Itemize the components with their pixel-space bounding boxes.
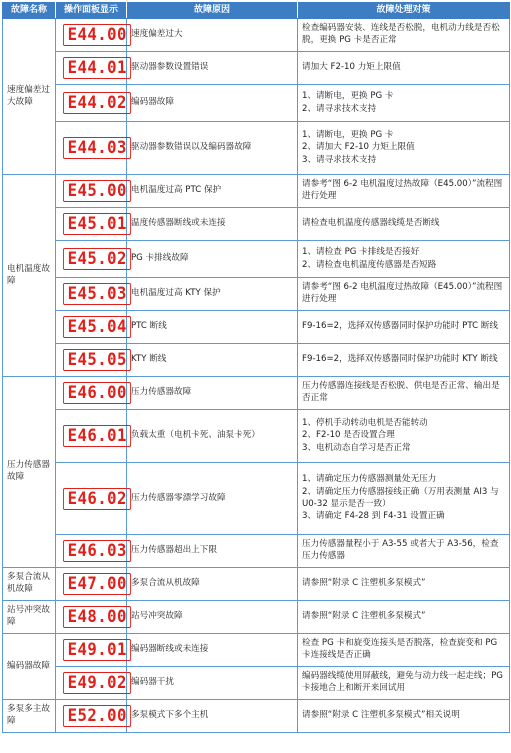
fault-cause: 编码器故障: [127, 85, 298, 122]
panel-display: [56, 700, 127, 733]
table-row: [3, 241, 510, 278]
fault-code: E45.05: [63, 349, 131, 371]
header-panel-display: 操作面板显示: [56, 3, 127, 19]
panel-display: [56, 311, 127, 344]
panel-display: [56, 175, 127, 208]
table-row: [3, 463, 510, 535]
table-row: [3, 278, 510, 311]
action-step: 2、请确定压力传感器接线正确（万用表测量 AI3 与 U0-32 显示是否一致）: [302, 486, 499, 509]
action-step: 2、请寻求技术支持: [302, 103, 377, 114]
fault-code: E47.00: [63, 573, 131, 595]
fault-group-name: 电机温度故障: [3, 175, 56, 377]
panel-display: [56, 535, 127, 568]
fault-code: E52.00: [63, 705, 131, 727]
fault-group-name: 站号冲突故障: [3, 601, 56, 634]
fault-action: F9-16=2，选择双传感器同时保护功能时 KTY 断线: [298, 344, 510, 377]
fault-code: E46.03: [63, 540, 131, 562]
panel-display: [56, 667, 127, 700]
action-step: 1、停机手动转动电机是否能转动: [302, 417, 428, 428]
table-row: [3, 410, 510, 463]
fault-code: E45.01: [63, 213, 131, 235]
panel-display: [56, 463, 127, 535]
fault-group-name: 编码器故障: [3, 634, 56, 700]
panel-display: [56, 568, 127, 601]
fault-group-name: 多泵合流从机故障: [3, 568, 56, 601]
fault-action: F9-16=2，选择双传感器同时保护功能时 PTC 断线: [298, 311, 510, 344]
panel-display: [56, 241, 127, 278]
fault-code: E48.00: [63, 606, 131, 628]
fault-cause: PTC 断线: [127, 311, 298, 344]
fault-action: 压力传感器连接线是否松脱、供电是否正常、输出是否正常: [298, 377, 510, 410]
fault-code: E46.00: [63, 382, 131, 404]
fault-code: E44.02: [63, 92, 131, 114]
fault-cause: 驱动器参数错误以及编码器故障: [127, 122, 298, 175]
table-header-row: [3, 3, 510, 19]
fault-cause: 电机温度过高 KTY 保护: [127, 278, 298, 311]
table-row: [3, 52, 510, 85]
fault-group-name: 多泵多主故障: [3, 700, 56, 733]
action-step: 3、请确定 F4-28 到 F4-31 设置正确: [302, 511, 445, 522]
fault-cause: 编码器干扰: [127, 667, 298, 700]
fault-action-steps: [298, 122, 510, 175]
panel-display: [56, 85, 127, 122]
action-step: 3、电机动态自学习是否正常: [302, 442, 411, 453]
fault-group-name: 速度偏差过大故障: [3, 19, 56, 175]
table-row: [3, 601, 510, 634]
fault-action: 检查编码器安装、连线是否松脱，电机动力线是否松脱，更换 PG 卡是否正常: [298, 19, 510, 52]
header-fault-name: 故障名称: [3, 3, 56, 19]
fault-cause: 压力传感器零漂学习故障: [127, 463, 298, 535]
table-row: [3, 535, 510, 568]
fault-code: E44.03: [63, 137, 131, 159]
fault-action: 压力传感器量程小于 A3-55 或者大于 A3-56，检查压力传感器: [298, 535, 510, 568]
fault-cause: KTY 断线: [127, 344, 298, 377]
fault-action: 请参照“附录 C 注塑机多泵模式”相关说明: [298, 700, 510, 733]
fault-group-name: 压力传感器故障: [3, 377, 56, 568]
panel-display: [56, 208, 127, 241]
fault-action-steps: [298, 241, 510, 278]
header-fault-cause: 故障原因: [127, 3, 298, 19]
fault-code: E46.02: [63, 488, 131, 510]
fault-code: E49.02: [63, 672, 131, 694]
panel-display: [56, 344, 127, 377]
fault-action: 请参照“附录 C 注塑机多泵模式”: [298, 568, 510, 601]
fault-cause: 速度偏差过大: [127, 19, 298, 52]
action-step: 1、请断电，更换 PG 卡: [302, 129, 394, 140]
fault-code: E44.01: [63, 57, 131, 79]
fault-table: [2, 2, 510, 733]
action-step: 1、请断电，更换 PG 卡: [302, 90, 394, 101]
table-row: [3, 208, 510, 241]
panel-display: [56, 278, 127, 311]
table-row: [3, 19, 510, 52]
action-step: 1、请检查 PG 卡排线是否接好: [302, 246, 420, 257]
table-row: [3, 700, 510, 733]
panel-display: [56, 52, 127, 85]
fault-cause: 多泵合流从机故障: [127, 568, 298, 601]
fault-cause: PG 卡排线故障: [127, 241, 298, 278]
fault-action: 请参考“图 6-2 电机温度过热故障（E45.00）”流程图进行处理: [298, 278, 510, 311]
fault-action: 检查 PG 卡和旋变连接头是否脱落，检查旋变和 PG 卡连接线是否正确: [298, 634, 510, 667]
panel-display: [56, 410, 127, 463]
table-row: [3, 85, 510, 122]
fault-cause: 电机温度过高 PTC 保护: [127, 175, 298, 208]
action-step: 3、请寻求技术支持: [302, 154, 377, 165]
table-row: [3, 175, 510, 208]
fault-code: E45.00: [63, 180, 131, 202]
fault-cause: 温度传感器断线或未连接: [127, 208, 298, 241]
action-step: 2、请检查电机温度传感器是否短路: [302, 259, 437, 270]
fault-cause: 站号冲突故障: [127, 601, 298, 634]
fault-action-steps: [298, 463, 510, 535]
fault-cause: 压力传感器超出上下限: [127, 535, 298, 568]
fault-code: E45.04: [63, 316, 131, 338]
panel-display: [56, 601, 127, 634]
fault-cause: 压力传感器故障: [127, 377, 298, 410]
fault-action-steps: [298, 85, 510, 122]
panel-display: [56, 19, 127, 52]
table-row: [3, 568, 510, 601]
fault-action: 请参考“图 6-2 电机温度过热故障（E45.00）”流程图进行处理: [298, 175, 510, 208]
fault-cause: 编码器断线或未连接: [127, 634, 298, 667]
fault-code: E49.01: [63, 639, 131, 661]
fault-action: 请加大 F2-10 力矩上限值: [298, 52, 510, 85]
fault-action: 请参照“附录 C 注塑机多泵模式”: [298, 601, 510, 634]
header-countermeasure: 故障处理对策: [298, 3, 510, 19]
action-step: 1、请确定压力传感器测量处无压力: [302, 474, 437, 485]
fault-action-steps: [298, 410, 510, 463]
fault-cause: 驱动器参数设置错误: [127, 52, 298, 85]
fault-action: 请检查电机温度传感器线缆是否断线: [298, 208, 510, 241]
fault-cause: 负载太重（电机卡死、油泵卡死）: [127, 410, 298, 463]
table-row: [3, 344, 510, 377]
fault-code: E45.02: [63, 248, 131, 270]
panel-display: [56, 377, 127, 410]
table-row: [3, 634, 510, 667]
fault-cause: 多泵模式下多个主机: [127, 700, 298, 733]
panel-display: [56, 634, 127, 667]
table-row: [3, 667, 510, 700]
fault-code: E44.00: [63, 24, 131, 46]
table-row: [3, 377, 510, 410]
table-row: [3, 311, 510, 344]
fault-code: E45.03: [63, 283, 131, 305]
action-step: 2、请加大 F2-10 力矩上限值: [302, 142, 415, 153]
panel-display: [56, 122, 127, 175]
action-step: 2、F2-10 是否设置合理: [302, 430, 395, 441]
fault-code: E46.01: [63, 425, 131, 447]
table-row: [3, 122, 510, 175]
fault-action: 编码器线缆使用屏蔽线，避免与动力线一起走线；PG 卡接地合上和断开来回试用: [298, 667, 510, 700]
